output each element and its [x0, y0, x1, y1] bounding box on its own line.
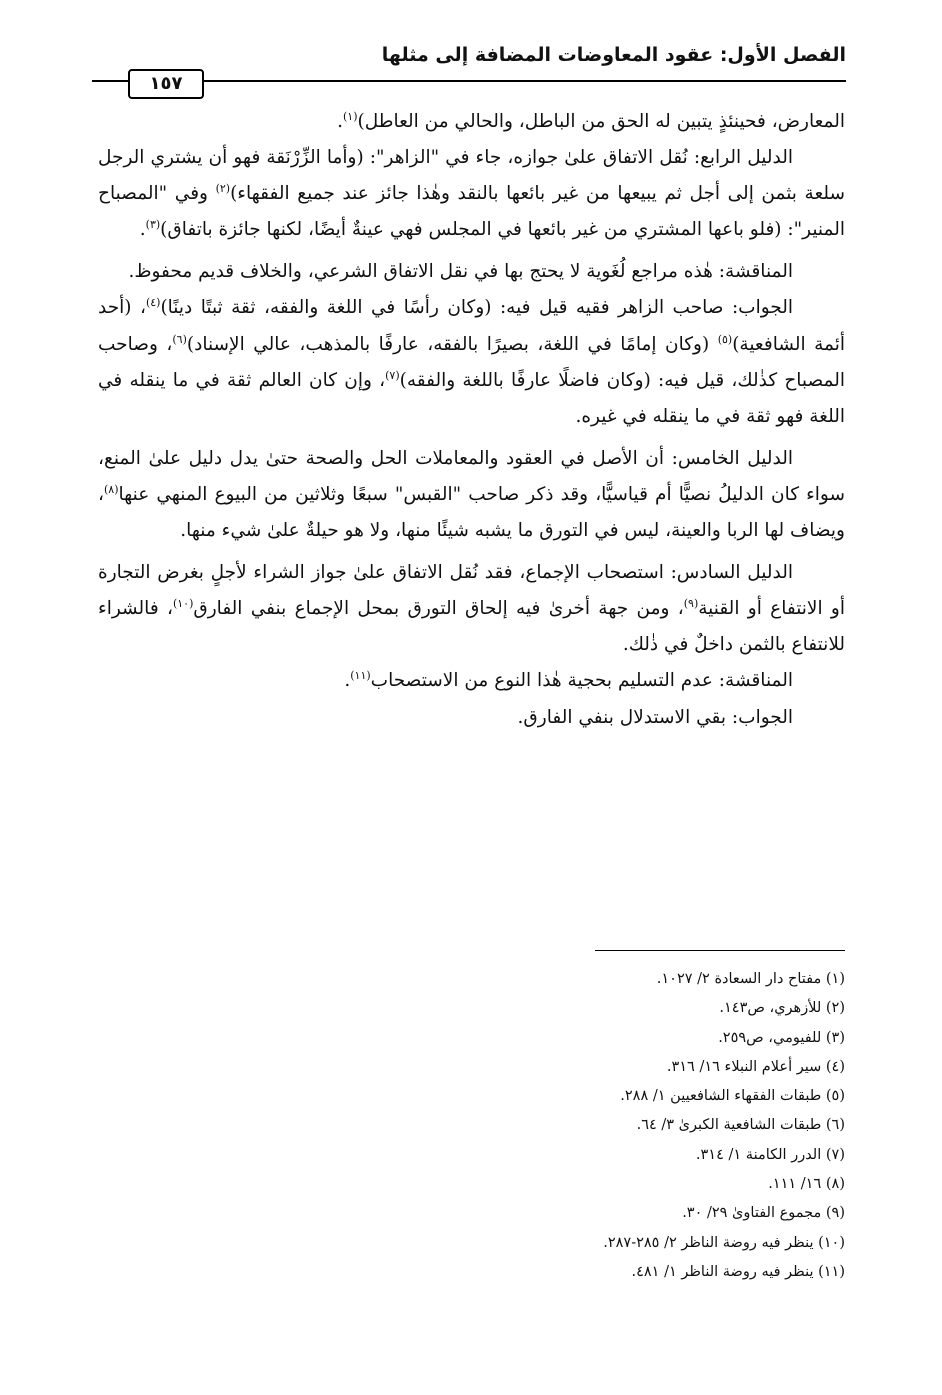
- paragraph-discussion-2: المناقشة: عدم التسليم بحجية هٰذا النوع من الاستصحاب$^{(١١)}$.: [344, 669, 793, 692]
- footnote-item: (٢) للأزهري، ص١٤٣.: [719, 1000, 845, 1017]
- footnote-separator: [595, 950, 845, 951]
- footnote-ref: (٣): [145, 218, 161, 232]
- page-number: ١٥٧: [128, 69, 204, 99]
- paragraph-evidence-4: الدليل الرابع: نُقل الاتفاق علىٰ جوازه، جاء في "الزاهر": (وأما الزِّرْنَقة فهو أن يشتري الرجل سلعة بثمن إلى أجل ثم يبيعها من غير بائعها بالنقد وهٰذا جائز عند جميع الفقهاء)$^{(٢)}$ وفي "المصباح المنير": (فلو باعها المشتري من غير بائعها في المجلس فهي عينةٌ أيضًا، لكنها جائزة باتفاق)$^{(٣)}$.: [98, 147, 845, 241]
- footnote-ref: (١): [343, 109, 358, 123]
- footnote-item: (٩) مجموع الفتاوىٰ ٢٩/ ٣٠.: [682, 1205, 845, 1222]
- footnotes: [98, 965, 845, 1287]
- footnote-item: (٨) ١٦/ ١١١.: [768, 1176, 845, 1193]
- footnote-item: (٤) سير أعلام النبلاء ١٦/ ٣١٦.: [666, 1058, 845, 1075]
- footnote-item: (١١) ينظر فيه روضة الناظر ١/ ٤٨١.: [631, 1263, 845, 1280]
- paragraph-evidence-6: الدليل السادس: استصحاب الإجماع، فقد نُقل الاتفاق علىٰ جواز الشراء لأجلٍ بغرض التجارة أو الانتفاع أو القنية$^{(٩)}$، ومن جهة أخرىٰ فيه إلحاق التورق بمحل الإجماع بنفي الفارق$^{(١٠)}$، فالشراء للانتفاع بالثمن داخلٌ في ذٰلك.: [98, 562, 846, 656]
- footnote-ref: (١٠): [172, 597, 194, 611]
- paragraph-discussion-1: المناقشة: هٰذه مراجع لُغَوية لا يحتج بها في نقل الاتفاق الشرعي، والخلاف قديم محفوظ.: [128, 261, 793, 283]
- footnote-item: (٧) الدرر الكامنة ١/ ٣١٤.: [695, 1146, 845, 1163]
- footnote-ref: (٧): [385, 368, 400, 382]
- footnote-item: (١) مفتاح دار السعادة ٢/ ١٠٢٧.: [656, 971, 845, 987]
- paragraph-evidence-5: الدليل الخامس: أن الأصل في العقود والمعاملات الحل والصحة حتىٰ يدل دليل علىٰ المنع، سواء كان الدليلُ نصيًّا أم قياسيًّا، وقد ذكر صاحب "القبس" سبعًا وثلاثين من البيوع المنهي عنها$^{(٨)}$، ويضاف لها الربا والعينة، ليس في التورق ما يشبه شيئًا منها، ولا هو حيلةٌ علىٰ شيء منها.: [98, 447, 845, 542]
- paragraph-answer-2: الجواب: بقي الاستدلال بنفي الفارق.: [517, 706, 793, 728]
- running-header: الفصل الأول: عقود المعاوضات المضافة إلى مثلها: [381, 44, 846, 66]
- footnote-ref: (١١): [350, 669, 371, 683]
- footnote-ref: (٦): [172, 332, 187, 346]
- footnote-ref: (٢): [215, 182, 231, 196]
- footnote-ref: (٩): [683, 597, 699, 611]
- footnote-ref: (٨): [103, 482, 119, 496]
- footnote-ref: (٥): [717, 332, 733, 346]
- footnote-item: (٥) طبقات الفقهاء الشافعيين ١/ ٢٨٨.: [620, 1088, 845, 1105]
- footnote-item: (٣) للفيومي، ص٢٥٩.: [718, 1029, 845, 1046]
- footnote-item: (٦) طبقات الشافعية الكبرىٰ ٣/ ٦٤.: [636, 1117, 845, 1134]
- paragraph-1: المعارض، فحينئذٍ يتبين له الحق من الباطل، والحالي من العاطل)$^{(١)}$.: [337, 109, 845, 132]
- footnote-item: (١٠) ينظر فيه روضة الناظر ٢/ ٢٨٥-٢٨٧.: [603, 1234, 845, 1251]
- footnote-ref: (٤): [145, 296, 161, 310]
- paragraph-answer-1: الجواب: صاحب الزاهر فقيه قيل فيه: (وكان رأسًا في اللغة والفقه، ثقة ثبتًا دينًا)$^{(٤)}$، (أحد أئمة الشافعية)$^{(٥)}$ (وكان إمامًا في اللغة، بصيرًا بالفقه، عارفًا بالمذهب، عالي الإسناد)$^{(٦)}$، وصاحب المصباح كذٰلك، قيل فيه: (وكان فاضلًا عارفًا باللغة والفقه)$^{(٧)}$، وإن كان العالم ثقة في ما ينقله في اللغة فهو ثقة في ما ينقله في غيره.: [98, 296, 846, 427]
- main-text: [98, 104, 845, 736]
- header-rule: [92, 80, 846, 82]
